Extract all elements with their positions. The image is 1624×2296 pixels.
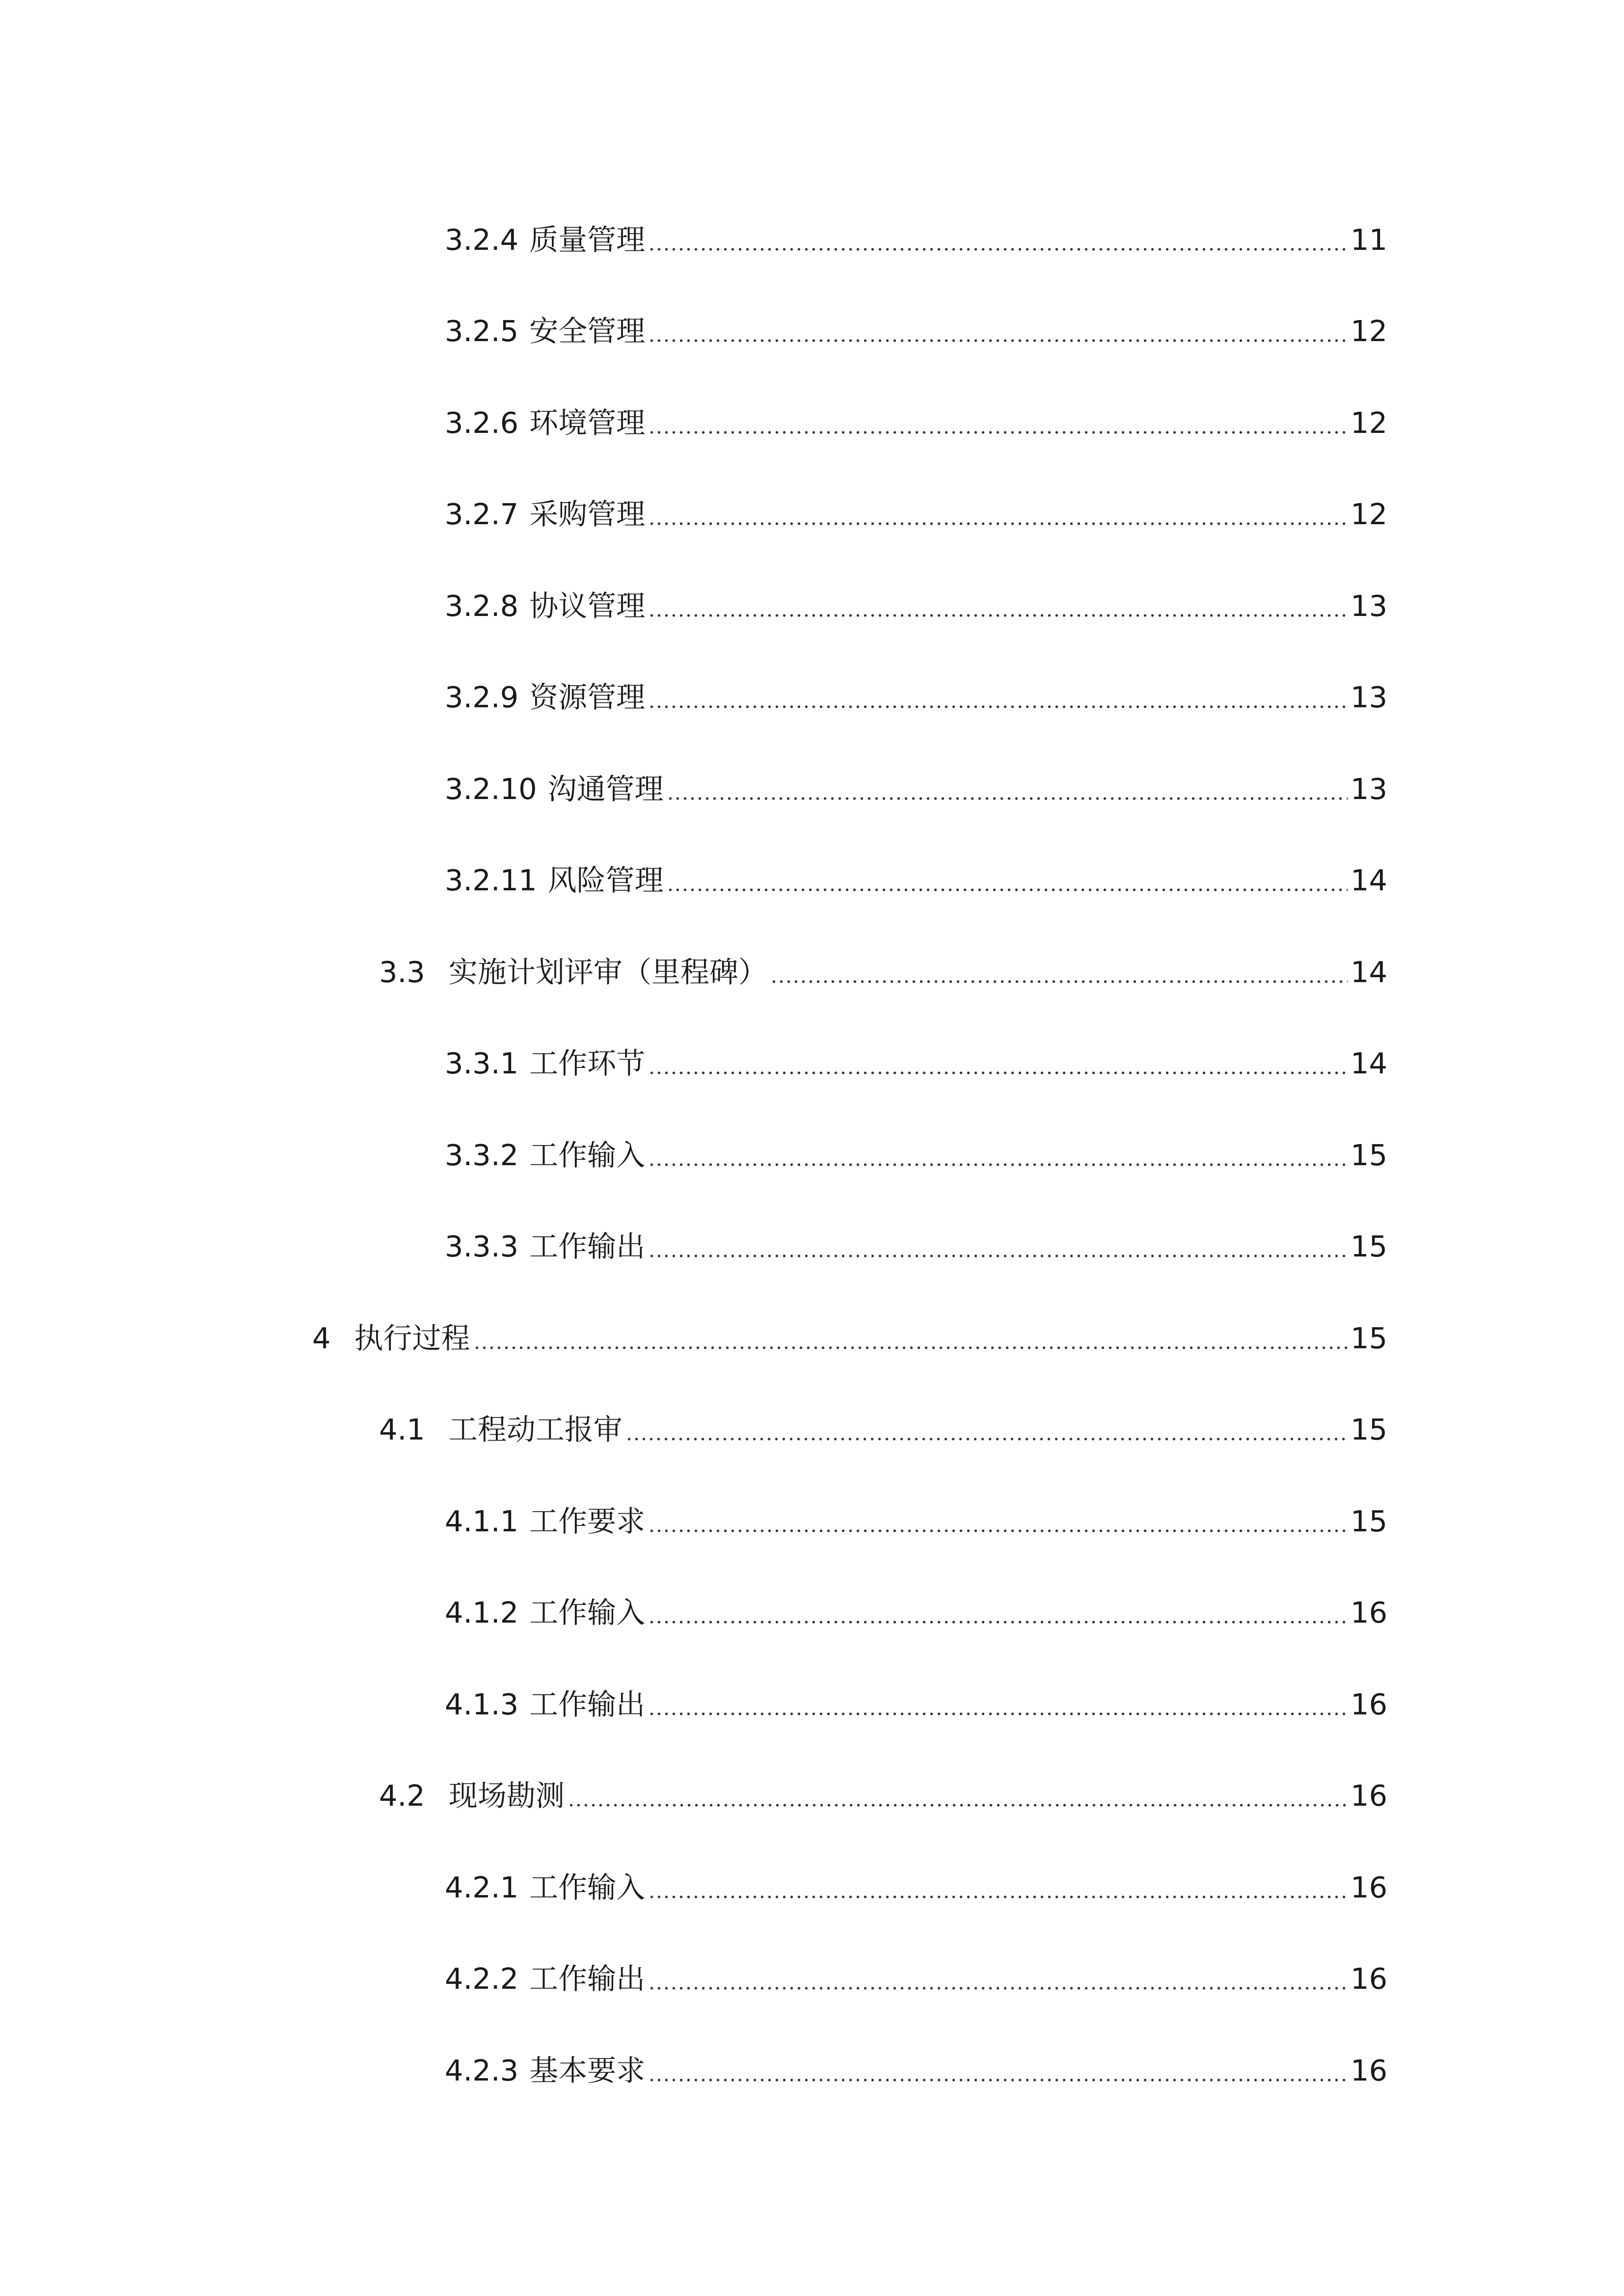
toc-entry-4[interactable] xyxy=(312,1301,1387,1355)
toc-entry-3-2-4[interactable] xyxy=(445,202,1387,256)
toc-entry-3-2-5[interactable] xyxy=(445,294,1387,347)
dot-leader xyxy=(667,888,1348,892)
toc-entry-number: 4 xyxy=(312,1321,331,1355)
toc-entry-title: 工作输出 xyxy=(529,1687,646,1721)
toc-entry-number: 3.3.1 xyxy=(445,1046,519,1080)
toc-entry-3-2-8[interactable] xyxy=(445,568,1387,622)
toc-entry-3-3-2[interactable] xyxy=(445,1118,1387,1172)
toc-entry-4-1-2[interactable] xyxy=(445,1575,1387,1629)
toc-entry-3-3-1[interactable] xyxy=(445,1026,1387,1080)
dot-leader xyxy=(473,1346,1348,1350)
toc-entry-title: 工作输入 xyxy=(529,1596,646,1629)
toc-entry-4-2-3[interactable] xyxy=(445,2033,1387,2087)
dot-leader xyxy=(568,1803,1348,1807)
toc-entry-page: 15 xyxy=(1350,1138,1387,1172)
toc-entry-title: 实施计划评审（里程碑） xyxy=(448,955,767,989)
toc-entry-number: 3.2.7 xyxy=(445,497,519,531)
toc-entry-4-2-1[interactable] xyxy=(445,1850,1387,1904)
toc-entry-number: 3.2.9 xyxy=(445,680,519,714)
toc-entry-title: 资源管理 xyxy=(529,680,646,714)
toc-entry-number: 4.1.3 xyxy=(445,1687,519,1721)
toc-entry-number: 3.3.3 xyxy=(445,1229,519,1263)
toc-entry-title: 沟通管理 xyxy=(547,772,664,806)
toc-entry-title: 风险管理 xyxy=(547,863,664,897)
toc-entry-page: 15 xyxy=(1350,1321,1387,1355)
toc-entry-page: 13 xyxy=(1350,589,1387,623)
toc-entry-title: 工作输出 xyxy=(529,1229,646,1263)
dot-leader xyxy=(648,2078,1348,2082)
dot-leader xyxy=(648,1163,1348,1167)
toc-entry-page: 16 xyxy=(1350,2054,1387,2087)
toc-entry-title: 工程动工报审 xyxy=(448,1413,623,1446)
toc-entry-page: 16 xyxy=(1350,1687,1387,1721)
toc-entry-page: 15 xyxy=(1350,1413,1387,1446)
toc-entry-number: 3.2.5 xyxy=(445,314,519,348)
toc-entry-number: 3.2.8 xyxy=(445,589,519,623)
toc-entry-page: 14 xyxy=(1350,863,1387,897)
toc-entry-page: 13 xyxy=(1350,772,1387,806)
toc-entry-number: 4.2.3 xyxy=(445,2054,519,2087)
toc-entry-page: 16 xyxy=(1350,1962,1387,1996)
toc-entry-title: 采购管理 xyxy=(529,497,646,531)
toc-entry-page: 13 xyxy=(1350,680,1387,714)
dot-leader xyxy=(625,1437,1348,1441)
toc-entry-title: 工作输入 xyxy=(529,1138,646,1172)
dot-leader xyxy=(648,1529,1348,1533)
toc-entry-number: 4.1 xyxy=(379,1413,425,1446)
toc-entry-title: 工作要求 xyxy=(529,1504,646,1538)
toc-entry-4-2-2[interactable] xyxy=(445,1941,1387,1995)
toc-entry-page: 11 xyxy=(1350,223,1387,257)
toc-entry-page: 16 xyxy=(1350,1870,1387,1904)
toc-entry-3-2-6[interactable] xyxy=(445,385,1387,439)
toc-entry-page: 15 xyxy=(1350,1229,1387,1263)
toc-entry-3-3[interactable] xyxy=(379,934,1387,988)
toc-entry-3-2-9[interactable] xyxy=(445,660,1387,714)
toc-entry-3-3-3[interactable] xyxy=(445,1209,1387,1263)
toc-entry-number: 3.3 xyxy=(379,955,425,989)
toc-entry-title: 工作输入 xyxy=(529,1870,646,1904)
toc-entry-number: 4.2.2 xyxy=(445,1962,519,1996)
toc-entry-page: 15 xyxy=(1350,1504,1387,1538)
toc-entry-4-1-1[interactable] xyxy=(445,1484,1387,1538)
toc-entry-number: 4.2.1 xyxy=(445,1870,519,1904)
dot-leader xyxy=(648,1895,1348,1899)
toc-entry-page: 12 xyxy=(1350,497,1387,531)
toc-entry-4-2[interactable] xyxy=(379,1758,1387,1812)
dot-leader xyxy=(648,247,1348,251)
toc-entry-number: 4.1.2 xyxy=(445,1596,519,1629)
dot-leader xyxy=(648,1254,1348,1258)
toc-entry-page: 16 xyxy=(1350,1596,1387,1629)
dot-leader xyxy=(648,1986,1348,1990)
dot-leader xyxy=(648,522,1348,526)
dot-leader xyxy=(648,339,1348,343)
dot-leader xyxy=(648,1712,1348,1716)
toc-entry-3-2-7[interactable] xyxy=(445,477,1387,531)
toc-entry-title: 执行过程 xyxy=(354,1321,470,1355)
dot-leader xyxy=(770,980,1348,984)
toc-entry-title: 环境管理 xyxy=(529,406,646,440)
toc-entry-number: 4.2 xyxy=(379,1779,425,1813)
toc-entry-number: 4.1.1 xyxy=(445,1504,519,1538)
toc-entry-number: 3.3.2 xyxy=(445,1138,519,1172)
toc-entry-number: 3.2.6 xyxy=(445,406,519,440)
dot-leader xyxy=(648,430,1348,434)
toc-entry-title: 质量管理 xyxy=(529,223,646,257)
toc-entry-page: 14 xyxy=(1350,1046,1387,1080)
dot-leader xyxy=(648,614,1348,617)
toc-entry-title: 安全管理 xyxy=(529,314,646,348)
toc-entry-3-2-11[interactable] xyxy=(445,843,1387,897)
toc-entry-4-1-3[interactable] xyxy=(445,1667,1387,1721)
toc-entry-page: 14 xyxy=(1350,955,1387,989)
toc-entry-title: 工作环节 xyxy=(529,1046,646,1080)
dot-leader xyxy=(667,797,1348,801)
toc-entry-page: 16 xyxy=(1350,1779,1387,1813)
toc-entry-4-1[interactable] xyxy=(379,1392,1387,1446)
toc-entry-page: 12 xyxy=(1350,314,1387,348)
toc-entry-title: 基本要求 xyxy=(529,2054,646,2087)
toc-entry-title: 工作输出 xyxy=(529,1962,646,1996)
dot-leader xyxy=(648,1071,1348,1075)
toc-entry-number: 3.2.10 xyxy=(445,772,537,806)
toc-entry-title: 现场勘测 xyxy=(448,1779,565,1813)
toc-entry-3-2-10[interactable] xyxy=(445,751,1387,805)
toc-entry-title: 协议管理 xyxy=(529,589,646,623)
toc-entry-number: 3.2.4 xyxy=(445,223,519,257)
dot-leader xyxy=(648,705,1348,709)
toc-entry-page: 12 xyxy=(1350,406,1387,440)
toc-entry-number: 3.2.11 xyxy=(445,863,537,897)
dot-leader xyxy=(648,1620,1348,1624)
